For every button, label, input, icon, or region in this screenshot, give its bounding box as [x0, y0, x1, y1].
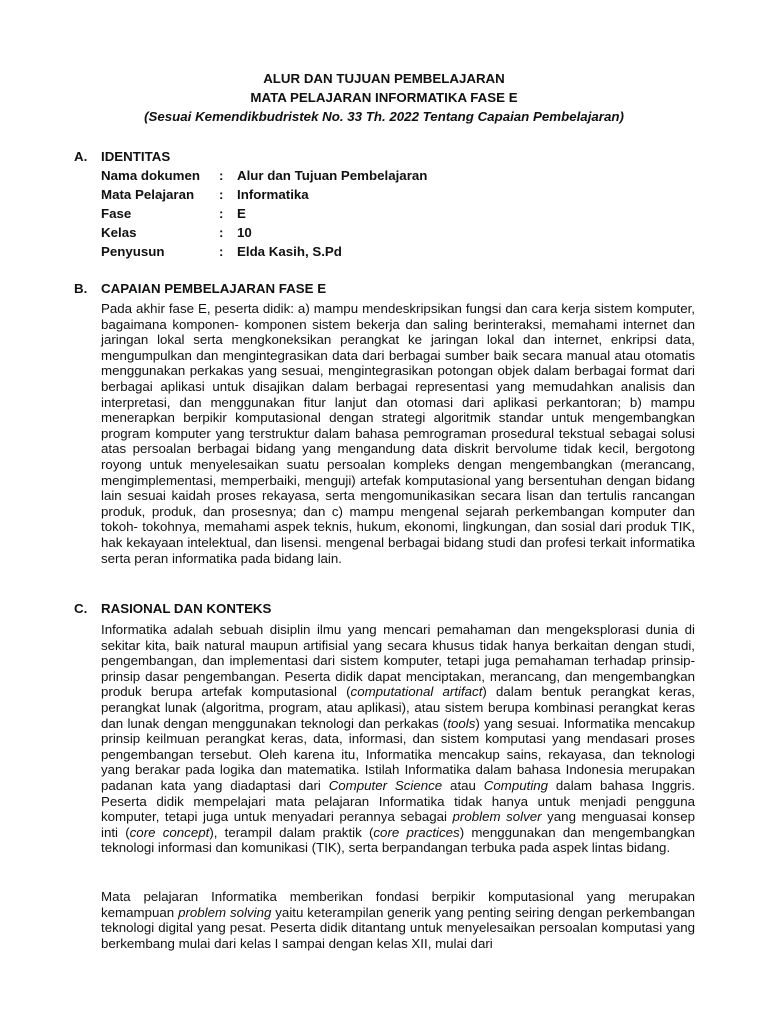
identity-key: Kelas: [101, 225, 137, 240]
identity-key: Nama dokumen: [101, 168, 201, 183]
identity-separator: :: [219, 206, 224, 221]
identity-value: Alur dan Tujuan Pembelajaran: [237, 168, 428, 183]
rasional-text: ) dalam bentuk perangkat keras, perangkat lunak (algoritma, program, atau aplikasi), atau sistem berupa kombinasi perangkat keras dan lunak dengan menggunakan teknologi dan perkakas (: [101, 684, 695, 731]
identity-row: [101, 242, 427, 261]
identity-separator: :: [219, 225, 224, 240]
document-subtitle: (Sesuai Kemendikbudristek No. 33 Th. 2022 Tentang Capaian Pembelajaran): [144, 109, 624, 124]
rasional-text: yaitu keterampilan generik yang penting seiring dengan perkembangan teknologi digital yang pesat. Peserta didik ditantang untuk menyelesaikan persoalan komputasi yang berkembang mulai dari kelas I sampai dengan kelas XII, mulai dari: [101, 904, 696, 951]
identity-value: 10: [237, 225, 252, 240]
capaian-paragraph: Pada akhir fase E, peserta didik: a) mampu mendeskripsikan fungsi dan cara kerja sistem komputer, bagaimana komponen- komponen sistem bekerja dan saling berinteraksi, memahami internet dan jaringan lokal serta mengkoneksikan perangkat ke jaringan lokal dan internet, enkripsi data, mengumpulkan dan mengintegrasikan data dari berbagai sumber baik secara manual atau otomatis menggunakan perkakas yang sesuai, mengintegrasikan potongan objek dalam berbagai format dari berbagai aplikasi untuk disajikan dalam berbagai representasi yang memudahkan analisis dan interpretasi, dan menggunakan fitur lanjut dan otomasi dari aplikasi perkantoran; b) mampu menerapkan berpikir komputasional dengan strategi algoritmik standar untuk mengembangkan program komputer yang terstruktur dalam bahasa pemrograman prosedural tekstual sebagai solusi atas persoalan berbagai bidang yang mengandung data diskrit bervolume tidak kecil, bergotong royong untuk menyelesaikan suatu persoalan kompleks dengan mengembangkan (merancang, mengimplementasi, memperbaiki, menguji) artefak komputasional yang bersentuhan dengan bidang lain sesuai kaidah proses rekayasa, serta mengomunikasikan secara lisan dan tertulis rancangan produk, produk, dan prosesnya; dan c) mampu mengenal sejarah perkembangan komputer dan tokoh- tokohnya, memahami aspek teknis, hukum, ekonomi, lingkungan, dan sosial dari produk TIK, hak kekayaan intelektual, dan lisensi. mengenal berbagai bidang studi dan profesi terkait informatika serta peran informatika pada bidang lain.: [101, 301, 695, 566]
rasional-term: Computer Science: [328, 777, 443, 793]
identity-value: E: [237, 206, 246, 221]
section-b-letter: B.: [74, 281, 88, 296]
rasional-term: problem solver: [452, 809, 542, 825]
rasional-term: computational artifact: [350, 684, 483, 700]
identity-value: Elda Kasih, S.Pd: [237, 244, 342, 259]
identity-value: Informatika: [237, 187, 309, 202]
identity-row: [101, 223, 427, 242]
rasional-term: core concept: [129, 824, 210, 840]
rasional-text: ) menggunakan dan mengembangkan teknologi informasi dan komunikasi (TIK), serta berpandangan terbuka pada aspek lintas bidang.: [101, 824, 695, 856]
rasional-text: atau: [442, 777, 484, 793]
identity-table: [101, 166, 427, 261]
identity-row: [101, 185, 427, 204]
identity-row: [101, 166, 427, 185]
rasional-text: Informatika adalah sebuah disiplin ilmu yang mencari pemahaman dan mengeksplorasi dunia di sekitar kita, baik natural maupun artifisial yang secara khusus tidak hanya berkaitan dengan studi, pengembangan, dan implementasi dari sistem komputer, tetapi juga pemahaman terhadap prinsip-prinsip dasar pengembangan. Peserta didik dapat menciptakan, merancang, dan mengembangkan produk berupa artefak komputasional (: [101, 622, 695, 700]
identity-separator: :: [219, 168, 224, 183]
section-a-heading: [74, 147, 170, 166]
section-c-title: RASIONAL DAN KONTEKS: [101, 601, 272, 616]
section-b-heading: [74, 279, 326, 298]
rasional-term: tools: [447, 715, 476, 731]
rasional-text: yang menguasai konsep inti (: [101, 809, 695, 840]
identity-key: Fase: [101, 206, 132, 221]
document-header: [0, 69, 768, 126]
section-c-letter: C.: [74, 601, 88, 616]
rasional-text: ) yang sesuai. Informatika mencakup prinsip keilmuan perangkat keras, data, informasi, dan sistem komputasi yang mendasari proses pengembangan tersebut. Oleh karena itu, Informatika mencakup sains, rekayasa, dan teknologi yang berakar pada logika dan matematika. Istilah Informatika dalam bahasa Indonesia merupakan padanan kata yang diadaptasi dari: [101, 715, 695, 793]
rasional-paragraph-2: [101, 889, 695, 951]
section-a-letter: A.: [74, 149, 88, 164]
identity-separator: :: [219, 244, 224, 259]
rasional-term: Computing: [483, 777, 549, 793]
rasional-paragraph-1: [101, 622, 695, 856]
rasional-text: dalam bahasa Inggris. Peserta didik mempelajari mata pelajaran Informatika tidak hanya untuk menjadi pengguna komputer, tetapi juga untuk menyadari perannya sebagai: [101, 777, 696, 825]
identity-row: [101, 204, 427, 223]
section-a-title: IDENTITAS: [101, 149, 171, 164]
rasional-text: Mata pelajaran Informatika memberikan fondasi berpikir komputasional yang merupakan kemampuan: [101, 889, 695, 920]
rasional-term: problem solving: [178, 904, 272, 920]
document-subject-title: MATA PELAJARAN INFORMATIKA FASE E: [250, 90, 518, 105]
identity-separator: :: [219, 187, 224, 202]
section-c-heading: [74, 599, 271, 618]
document-title: ALUR DAN TUJUAN PEMBELAJARAN: [263, 71, 505, 86]
identity-key: Mata Pelajaran: [101, 187, 195, 202]
identity-key: Penyusun: [101, 244, 165, 259]
rasional-text: ), terampil dalam praktik (: [209, 824, 374, 840]
section-b-title: CAPAIAN PEMBELAJARAN FASE E: [101, 281, 327, 296]
rasional-term: core practices: [373, 824, 460, 840]
